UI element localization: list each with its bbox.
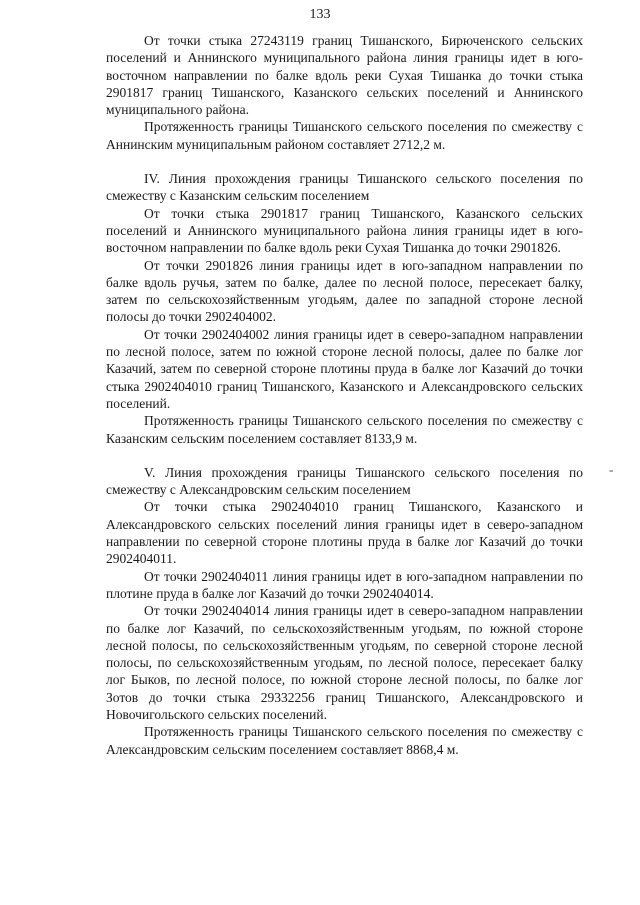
section-heading-v: V. Линия прохождения границы Тишанского сельского поселения по смежеству с Александровским сельским поселением bbox=[106, 464, 583, 498]
section-gap bbox=[106, 447, 583, 464]
page-number: 133 bbox=[309, 7, 331, 22]
paragraph-5: От точки 2902404002 линия границы идет в северо-западном направлении по лесной полосе, затем по южной стороне лесной полосы, далее по балке лог Казачий, затем по северной стороне плотины пруда в балке лог Казачий до точки стыка 2902404010 границ Тишанского, Казанского и Александровского сельских поселений. bbox=[106, 326, 583, 411]
paragraph-2: Протяженность границы Тишанского сельского поселения по смежеству с Аннинским муниципальным районом составляет 2712,2 м. bbox=[106, 119, 583, 152]
section-heading-iv: IV. Линия прохождения границы Тишанского сельского поселения по смежеству с Казанским сельским поселением bbox=[106, 171, 583, 204]
paragraph-4: От точки 2901826 линия границы идет в юго-западном направлении по балке вдоль ручья, затем по балке, далее по лесной полосе, пересекает балку, затем по сельскохозяйственным угодьям, далее по западной стороне лесной полосы до точки 2902404002. bbox=[106, 257, 583, 325]
paragraph-9: От точки 2902404014 линия границы идет в северо-западном направлении по балке лог Казачий, по сельскохозяйственным угодьям, по южной стороне лесной полосы, по сельскохозяйственным угодьям, по северной стороне лесной полосы, по сельскохозяйственным угодьям, по лесной полосе, пересекает балку лог Быков, по лесной полосе, по южной стороне лесной полосы, по балке лог Зотов до точки стыка 29332256 границ Тишанского, Александровского и Новочигольского сельских поселений. bbox=[106, 603, 583, 722]
paragraph-6: Протяженность границы Тишанского сельского поселения по смежеству с Казанским сельским поселением составляет 8133,9 м. bbox=[106, 413, 583, 446]
section-gap bbox=[106, 153, 583, 170]
paragraph-3: От точки стыка 2901817 границ Тишанского, Казанского сельских поселений и Аннинского муниципального района линия границы идет в юго-восточном направлении по балке вдоль реки Сухая Тишанка до точки 2901826. bbox=[106, 205, 583, 256]
paragraph-1: От точки стыка 27243119 границ Тишанского, Бирюченского сельских поселений и Аннинского муниципального района линия границы идет в юго-восточном направлении по балке вдоль реки Сухая Тишанка до точки стыка 2901817 границ Тишанского, Казанского сельских поселений и Аннинского муниципального района. bbox=[106, 33, 583, 118]
paragraph-10: Протяженность границы Тишанского сельского поселения по смежеству с Александровским сельским поселением составляет 8868,4 м. bbox=[106, 724, 583, 757]
paragraph-8: От точки 2902404011 линия границы идет в юго-западном направлении по плотине пруда в балке лог Казачий до точки 2902404014. bbox=[106, 568, 583, 601]
document-body bbox=[106, 32, 583, 758]
paragraph-7: От точки стыка 2902404010 границ Тишанского, Казанского и Александровского сельских поселений линия границы идет в северо-западном направлении по северной стороне плотины пруда в балке лог Казачий до точки 2902404011. bbox=[106, 499, 583, 567]
margin-mark: - bbox=[609, 462, 614, 477]
